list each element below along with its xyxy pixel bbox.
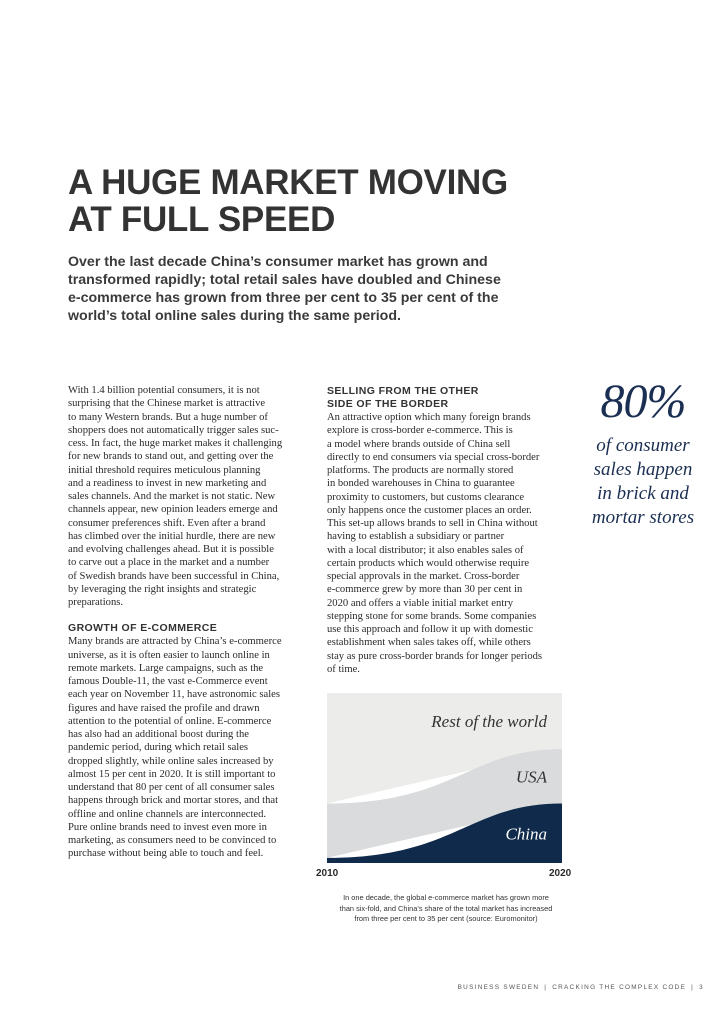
body-line: attention to the potential of online. E-commerce	[68, 715, 272, 727]
body-line: in bonded warehouses in China to guarantee	[327, 478, 515, 490]
body-line: certain products which would otherwise require	[327, 557, 530, 569]
body-line: consumer preferences shift. Even after a brand	[68, 517, 266, 529]
section-heading-cross-border: SIDE OF THE BORDER	[327, 398, 449, 410]
ecommerce-share-chart	[327, 693, 562, 863]
body-line: understand that 80 per cent of all consumer sales	[68, 782, 275, 793]
series-label-china: China	[505, 824, 547, 844]
body-line: stay as pure cross-border brands for longer periods	[327, 650, 543, 662]
body-line: proximity to customers, but customs clearance	[327, 491, 525, 503]
body-line: e-commerce grew by more than 30 per cent in	[327, 584, 523, 596]
body-line: Many brands are attracted by China’s e-commerce	[68, 636, 282, 648]
left-column	[68, 384, 308, 861]
page-footer: BUSINESS SWEDEN | CRACKING THE COMPLEX CODE | 3	[457, 984, 704, 991]
body-line: has climbed over the initial hurdle, there are new	[68, 530, 276, 542]
caption-line: from three per cent to 35 per cent (source: Euromonitor)	[354, 914, 538, 923]
body-line: each year on November 11, have astronomic sales	[68, 689, 280, 701]
footer-org: BUSINESS SWEDEN	[457, 984, 540, 991]
footer-publication: CRACKING THE COMPLEX CODE	[552, 984, 687, 991]
body-line: only happens once the customer places an order.	[327, 504, 532, 516]
body-line: famous Double-11, the vast e-Commerce event	[68, 676, 268, 687]
body-line: happens through brick and mortar stores, and that	[68, 795, 279, 807]
body-line: purchase without being able to touch and feel.	[68, 848, 264, 860]
body-line: This set-up allows brands to sell in China without	[327, 518, 538, 529]
page-number: 3	[699, 984, 704, 991]
body-line: preparations.	[68, 597, 124, 608]
chart-caption	[312, 893, 580, 925]
body-line: pandemic period, during which retail sales	[68, 742, 249, 754]
stat-line: of consumer	[596, 435, 690, 456]
lead-line: world’s total online sales during the same period.	[68, 308, 401, 324]
body-line: establishment when sales takes off, while others	[327, 637, 531, 649]
body-line: initial threshold requires meticulous planning	[68, 464, 261, 476]
body-line: channels appear, new opinion leaders emerge and	[68, 504, 278, 516]
stat-value: 80%	[600, 375, 686, 428]
stat-callout	[578, 372, 708, 530]
page-title	[68, 164, 628, 238]
body-line: platforms. The products are normally stored	[327, 465, 514, 476]
caption-line: In one decade, the global e-commerce market has grown more	[343, 893, 549, 902]
body-line: surprising that the Chinese market is attractive	[68, 398, 266, 410]
body-line: sales channels. And the market is not static. New	[68, 491, 276, 502]
body-line: explore is cross-border e-commerce. This is	[327, 425, 513, 437]
lead-line: e-commerce has grown from three per cent to 35 per cent of the	[68, 290, 499, 306]
cross-border-paragraph	[327, 411, 567, 676]
caption-line: than six-fold, and China’s share of the total market has increased	[339, 903, 553, 913]
body-line: to many Western brands. But a huge number of	[68, 411, 268, 423]
lead-line: Over the last decade China’s consumer market has grown and	[68, 254, 488, 270]
growth-paragraph	[68, 635, 308, 860]
body-line: and evolving challenges ahead. But it is possible	[68, 544, 274, 555]
body-line: stepping stone for some brands. Some companies	[327, 610, 537, 622]
section-heading-growth: GROWTH OF E-COMMERCE	[68, 622, 218, 635]
body-line: by leveraging the right insights and strategic	[68, 583, 257, 595]
middle-column	[327, 385, 567, 676]
section-heading-cross-border: SELLING FROM THE OTHER	[327, 385, 479, 397]
x-tick-label-2010: 2010	[316, 868, 339, 879]
body-line: cess. In fact, the huge market makes it challenging	[68, 438, 283, 449]
body-line: has also had an additional boost during the	[68, 729, 249, 740]
body-line: for new brands to stand out, and getting over the	[68, 451, 274, 463]
body-line: Pure online brands need to invest even more in	[68, 821, 267, 833]
page-title-line: A HUGE MARKET MOVING	[68, 163, 508, 202]
series-label-rest-of-the-world: Rest of the world	[431, 712, 547, 732]
body-line: of time.	[327, 663, 360, 675]
body-line: shoppers does not automatically trigger sales suc-	[68, 424, 279, 436]
body-line: a model where brands outside of China sell	[327, 438, 511, 450]
body-line: directly to end consumers via special cross-border	[327, 451, 540, 463]
body-line: of Swedish brands have been successful in China,	[68, 570, 280, 582]
body-line: special approvals in the market. Cross-border	[327, 571, 520, 582]
intro-paragraph	[68, 384, 308, 609]
body-line: dropped slightly, while online sales increased by	[68, 755, 274, 767]
page-title-line: AT FULL SPEED	[68, 200, 336, 239]
stat-line: mortar stores	[591, 507, 695, 528]
stat-line: sales happen	[593, 459, 693, 480]
body-line: With 1.4 billion potential consumers, it is not	[68, 385, 260, 396]
body-line: with a local distributor; it also enables sales of	[327, 544, 524, 556]
body-line: having to establish a subsidiary or partner	[327, 531, 505, 543]
body-line: marketing, as consumers need to be convinced to	[68, 835, 277, 846]
body-line: remote markets. Large campaigns, such as the	[68, 662, 264, 674]
body-line: An attractive option which many foreign brands	[327, 412, 531, 423]
body-line: use this approach and follow it up with domestic	[327, 624, 533, 635]
body-line: universe, as it is often easier to launch online in	[68, 649, 270, 661]
stat-line: in brick and	[597, 483, 689, 504]
body-line: figures and have raised the profile and drawn	[68, 702, 260, 714]
series-label-usa: USA	[515, 767, 547, 787]
body-line: and a readiness to invest in new marketing and	[68, 477, 267, 489]
body-line: offline and online channels are interconnected.	[68, 808, 267, 820]
stat-description	[578, 434, 708, 530]
body-line: 2020 and offers a viable initial market entry	[327, 597, 514, 609]
area-chart-svg	[327, 693, 562, 863]
body-line: to carve out a place in the market and a number	[68, 557, 270, 569]
lead-line: transformed rapidly; total retail sales have doubled and Chinese	[68, 272, 501, 288]
lead-paragraph	[68, 253, 568, 325]
x-tick-label-2020: 2020	[549, 868, 572, 879]
body-line: almost 15 per cent in 2020. It is still important to	[68, 768, 276, 780]
